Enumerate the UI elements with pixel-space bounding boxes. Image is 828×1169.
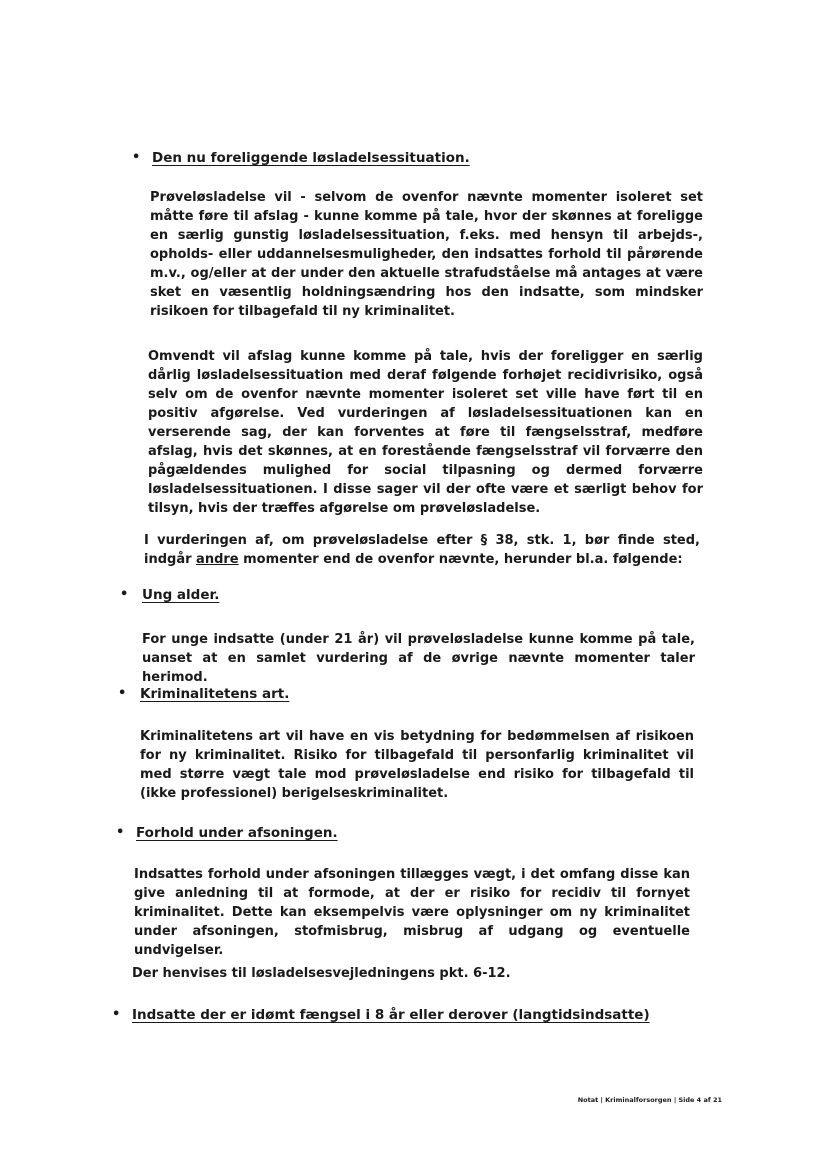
bullet-icon: • — [116, 825, 125, 840]
emphasis-andre: andre — [196, 552, 239, 567]
item-note: Der henvises til løsladelsesvejledningens pkt. 6-12. — [132, 966, 511, 981]
item-heading: Forhold under afsoningen. — [136, 825, 338, 841]
item-heading: Ung alder. — [142, 587, 220, 603]
paragraph: Omvendt vil afslag kunne komme på tale, hvis der foreligger en særlig dårlig løsladelsessituation med deraf følgende forhøjet recidivrisiko, også selv om de ovenfor nævnte momenter isoleret set ville have ført til en positiv afgørelse. Ved vurderingen af løsladelsessituationen kan en verserende sag, der kan forventes at føre til fængselsstraf, medføre afslag, hvis det skønnes, at en forestående fængselsstraf vil forværre den pågældendes mulighed for social tilpasning og dermed forværre løsladelsessituationen. I disse sager vil der ofte være et særligt behov for tilsyn, hvis der træffes afgørelse om prøveløsladelse. — [148, 349, 703, 516]
intro-paragraph: I vurderingen af, om prøveløsladelse efter § 38, stk. 1, bør finde sted, indgår andre momenter end de ovenfor nævnte, herunder bl.a. følgende: — [144, 533, 700, 567]
item-text: For unge indsatte (under 21 år) vil prøveløsladelse kunne komme på tale, uanset at en samlet vurdering af de øvrige nævnte momenter taler herimod. — [142, 632, 695, 685]
paragraph: Prøveløsladelse vil - selvom de ovenfor nævnte momenter isoleret set måtte føre til afslag - kunne komme på tale, hvor der skønnes at foreligge en særlig gunstig løsladelsessituation, f.eks. med hensyn til arbejds-, opholds- eller uddannelsesmuligheder, den indsattes forhold til pårørende m.v., og/eller at der under den aktuelle strafudståelse må antages at være sket en væsentlig holdningsændring hos den indsatte, som mindsker risikoen for tilbagefald til ny kriminalitet. — [150, 190, 703, 319]
section-heading: Den nu foreliggende løsladelsessituation. — [152, 150, 470, 166]
item-heading: Kriminalitetens art. — [140, 686, 290, 702]
item-text: Indsattes forhold under afsoningen tillægges vægt, i det omfang disse kan give anledning til at formode, at der er risiko for recidiv til fornyet kriminalitet. Dette kan eksempelvis være oplysninger om ny kriminalitet under afsoningen, stofmisbrug, misbrug af udgang og eventuelle undvigelser. — [134, 867, 690, 958]
bullet-icon: • — [118, 686, 127, 701]
item-text: Kriminalitetens art vil have en vis betydning for bedømmelsen af risikoen for ny kriminalitet. Risiko for tilbagefald til personfarlig kriminalitet vil med større vægt tale mod prøveløsladelse end risiko for tilbagefald til (ikke professionel) berigelseskriminalitet. — [140, 729, 694, 801]
bullet-icon: • — [112, 1007, 121, 1022]
bullet-icon: • — [132, 150, 141, 165]
page-footer: Notat | Kriminalforsorgen | Side 4 af 21 — [577, 1096, 722, 1104]
bullet-icon: • — [120, 587, 129, 602]
item-heading: Indsatte der er idømt fængsel i 8 år eller derover (langtidsindsatte) — [132, 1007, 650, 1023]
